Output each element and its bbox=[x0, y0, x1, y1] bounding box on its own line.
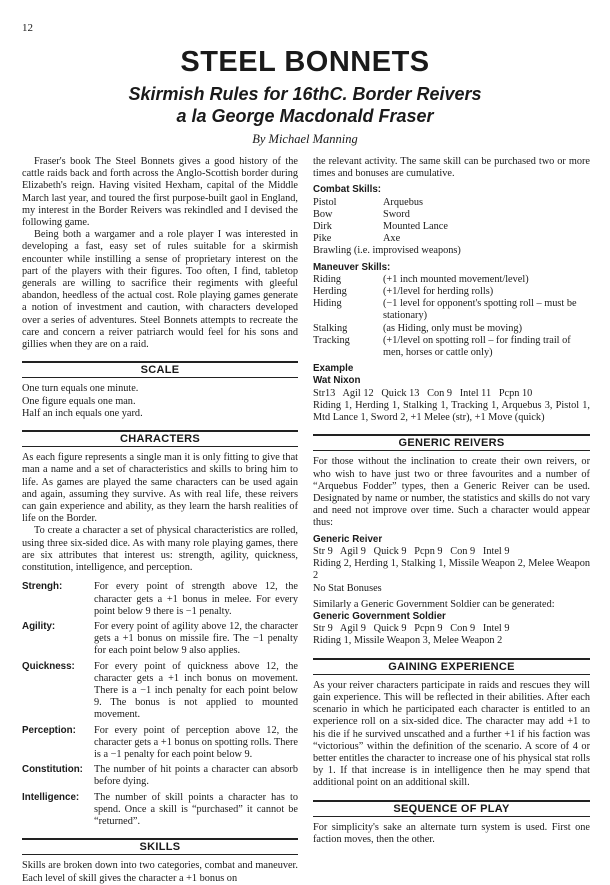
right-column bbox=[313, 156, 590, 846]
attribute-intelligence bbox=[22, 792, 298, 829]
characters-paragraph-2: To create a character a set of physical characteristics are rolled, using three six-sided dice. As with many role playing games, there are six attributes that interest us: strength, agility, quickness, constitution, intelligence, and perception. bbox=[22, 525, 298, 574]
article-subtitle-1: Skirmish Rules for 16thC. Border Reivers bbox=[128, 84, 482, 104]
attribute-strength bbox=[22, 581, 298, 618]
skill-description: (+1/level on spotting roll – for finding trail of men, horses or cattle only) bbox=[383, 334, 571, 359]
skill-description: (+1/level for herding rolls) bbox=[383, 286, 494, 298]
left-column bbox=[22, 156, 298, 885]
article-subtitle-2: a la George Macdonald Fraser bbox=[176, 106, 434, 126]
gaining-experience-heading: GAINING EXPERIENCE bbox=[313, 658, 590, 675]
skills-paragraph-continued: the relevant activity. The same skill can be purchased two or more times and bonuses are cumulative. bbox=[313, 156, 590, 180]
attribute-text: For every point of agility above 12, the character gets a +1 bonus on missile fire. The −1 penalty for each point below 9 also applies. bbox=[94, 620, 298, 657]
attribute-name: Agility: bbox=[22, 620, 56, 632]
scale-heading: SCALE bbox=[22, 361, 298, 378]
attribute-text: For every point of perception above 12, the character gets a +1 bonus on spotting rolls. There is a −1 penalty for each point below 9. bbox=[94, 724, 298, 760]
example-name: Wat Nixon bbox=[313, 375, 361, 387]
skill-name: Pistol bbox=[313, 196, 337, 208]
attribute-text: For every point of strength above 12, the character gets a +1 bonus in melee. For every point below 9 there is −1 penalty. bbox=[94, 581, 298, 617]
attribute-text: The number of hit points a character can absorb before dying. bbox=[94, 764, 298, 788]
skill-name: Tracking bbox=[313, 334, 350, 346]
characters-heading: CHARACTERS bbox=[22, 430, 298, 447]
skill-name: Axe bbox=[383, 233, 401, 245]
skill-description: (as Hiding, only must be moving) bbox=[383, 322, 522, 334]
scale-line: One figure equals one man. bbox=[22, 395, 136, 407]
generic-reiver-bonus: No Stat Bonuses bbox=[313, 582, 382, 594]
attribute-constitution bbox=[22, 764, 298, 788]
combat-skill-row bbox=[313, 233, 590, 245]
attribute-name: Perception: bbox=[22, 724, 76, 736]
attribute-name: Intelligence: bbox=[22, 791, 80, 803]
maneuver-skill-row bbox=[313, 298, 590, 322]
generic-soldier-stats: Str 9 Agil 9 Quick 9 Pcpn 9 Con 9 Intel 9 bbox=[313, 623, 510, 635]
skills-paragraph: Skills are broken down into two categories, combat and maneuver. Each level of skill gives the character a +1 bonus on bbox=[22, 860, 298, 884]
attribute-name: Constitution: bbox=[22, 764, 83, 776]
generic-reivers-paragraph: For those without the inclination to create their own reivers, or who wish to have just two or three favourites and a number of “Arquebus Fodder” types, then a Generic Reiver can be used. Designated by name or number, the statistics and skills do not vary and need not improve over time. Such a character would appear thus: bbox=[313, 456, 590, 529]
skill-description: (+1 inch mounted movement/level) bbox=[383, 273, 529, 285]
characters-paragraph-1: As each figure represents a single man it is only fitting to give that man a name and a set of characteristics and skills to bring him to life. As games are played the same characters can be used again and again, assuming they survive. As with real life, these reivers can gain experience and ability, as they learn the harsh realities of life on the Border. bbox=[22, 452, 298, 525]
attribute-perception bbox=[22, 725, 298, 762]
maneuver-skill-row bbox=[313, 335, 590, 359]
combat-skills-label: Combat Skills: bbox=[313, 184, 382, 196]
example-skills: Riding 1, Herding 1, Stalking 1, Tracking 1, Arquebus 3, Pistol 1, Mtd Lance 1, Sword 2, +1 Melee (str), +1 Move (quick) bbox=[313, 399, 590, 424]
maneuver-skill-row bbox=[313, 286, 590, 298]
generic-soldier-label: Generic Government Soldier bbox=[313, 610, 446, 622]
page-number: 12 bbox=[22, 22, 33, 34]
combat-skill-row bbox=[313, 221, 590, 233]
maneuver-skill-row bbox=[313, 323, 590, 335]
skill-name: Bow bbox=[313, 208, 333, 220]
attribute-name: Strengh: bbox=[22, 581, 63, 593]
intro-paragraph-1: Fraser's book The Steel Bonnets gives a good history of the cattle raids back and forth across the Anglo-Scottish border during Elizabeth's reign. Having visited Hexham, capital of the Middle March last year, and toured the first purpose-built gaol in England, my interest in the Border Reivers was rekindled and I devised the following game. bbox=[22, 156, 298, 229]
combat-skill-row bbox=[313, 209, 590, 221]
article-title: STEEL BONNETS bbox=[180, 46, 430, 78]
gaining-experience-paragraph: As your reiver characters participate in raids and rescues they will gain experience. This will be reflected in their abilities. After each scenario in which he participated each character is entitled to an experience roll on a six-sided dice. The character may add +1 to his die if he survived unscathed and a further +1 if his faction was “victorious” within the definition of the scenario. A score of 4 or better entitles the character to increase one of his physical stat rolls by 1. If that increase is in intelligence then he may spend that additional point on an additional skill. bbox=[313, 679, 590, 789]
attribute-text: The number of skill points a character has to spend. Once a skill is “purchased” it cannot be “returned”. bbox=[94, 791, 298, 827]
skill-name: Mounted Lance bbox=[383, 221, 448, 233]
attribute-text: For every point of quickness above 12, the character gets a +1 inch bonus on movement. There is a −1 inch penalty for each point below 9. The bonus is not applied to mounted movement. bbox=[94, 660, 298, 721]
skill-name: Riding bbox=[313, 273, 342, 285]
attribute-agility bbox=[22, 621, 298, 658]
skill-name: Dirk bbox=[313, 221, 332, 233]
intro-paragraph-2: Being both a wargamer and a role player I was interested in developing a fast, easy set of rules suitable for a skirmish encounter while instilling a sense of proprietary interest on the part of the players with their figures. Too often, I find, tabletop generals are willing to sacrifice their regiments with gleeful abandon, heedless of the actual cost. Role playing games generate a notion of investment and caution, with characters developed over a series of adventures. Steel Bonnets attempts to recreate the care and concern a reiver patriarch would feel for his sons and gillies when they are on a raid. bbox=[22, 229, 298, 351]
scale-line: Half an inch equals one yard. bbox=[22, 407, 143, 419]
attribute-name: Quickness: bbox=[22, 660, 75, 672]
skill-name: Pike bbox=[313, 233, 332, 245]
brawling-skill: Brawling (i.e. improvised weapons) bbox=[313, 245, 461, 257]
sequence-of-play-paragraph: For simplicity's sake an alternate turn system is used. First one faction moves, then the other. bbox=[313, 821, 590, 845]
skill-name: Herding bbox=[313, 286, 347, 298]
generic-soldier-skills: Riding 1, Missile Weapon 3, Melee Weapon 2 bbox=[313, 635, 503, 647]
maneuver-skill-row bbox=[313, 274, 590, 286]
generic-reiver-stats: Str 9 Agil 9 Quick 9 Pcpn 9 Con 9 Intel 9 bbox=[313, 545, 510, 557]
example-stats: Str13 Agil 12 Quick 13 Con 9 Intel 11 Pcpn 10 bbox=[313, 387, 533, 399]
sequence-of-play-heading: SEQUENCE OF PLAY bbox=[313, 800, 590, 817]
generic-soldier-intro: Similarly a Generic Government Soldier can be generated: bbox=[313, 598, 555, 610]
scale-line: One turn equals one minute. bbox=[22, 383, 139, 395]
skill-name: Stalking bbox=[313, 322, 348, 334]
attribute-quickness bbox=[22, 661, 298, 722]
maneuver-skills-label: Maneuver Skills: bbox=[313, 261, 391, 273]
generic-reiver-skills: Riding 2, Herding 1, Stalking 1, Missile Weapon 2, Melee Weapon 2 bbox=[313, 558, 590, 582]
example-label: Example bbox=[313, 363, 354, 375]
generic-reiver-label: Generic Reiver bbox=[313, 533, 383, 545]
generic-reivers-heading: GENERIC REIVERS bbox=[313, 434, 590, 451]
combat-skill-row bbox=[313, 197, 590, 209]
skill-name: Sword bbox=[383, 208, 410, 220]
skill-name: Arquebus bbox=[383, 196, 424, 208]
skill-description: (−1 level for opponent's spotting roll – must be stationary) bbox=[383, 298, 577, 322]
byline: By Michael Manning bbox=[252, 132, 358, 146]
skills-heading: SKILLS bbox=[22, 838, 298, 855]
skill-name: Hiding bbox=[313, 298, 342, 310]
